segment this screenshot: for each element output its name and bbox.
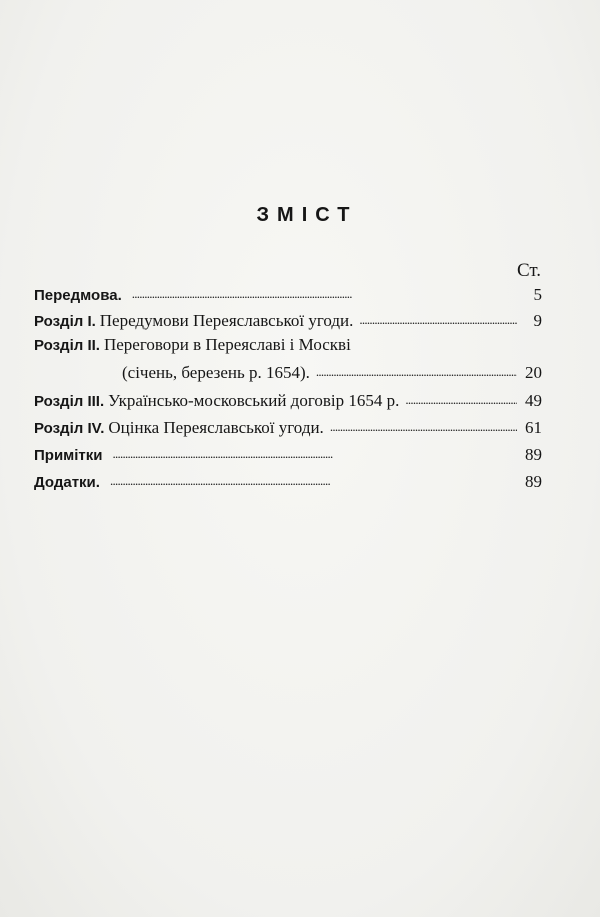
leader-dots — [405, 389, 517, 406]
leader-dots — [132, 283, 517, 300]
page-title: ЗМІСТ — [256, 204, 358, 226]
leader-dots — [330, 416, 517, 433]
table-of-contents — [34, 283, 542, 494]
toc-entry-chapter-2 — [34, 335, 542, 359]
leader-dots — [113, 443, 517, 460]
toc-entry-page: 89 — [525, 445, 542, 464]
toc-entry-label: Розділ І. — [34, 313, 96, 330]
toc-entry-page: 9 — [533, 311, 542, 330]
toc-entry-label: Розділ II. — [34, 337, 100, 354]
toc-entry-text-continued: (січень, березень р. 1654). — [122, 363, 310, 382]
toc-entry-page: 89 — [525, 472, 542, 491]
toc-entry-page: 49 — [525, 391, 542, 410]
toc-entry-label: Розділ III. — [34, 393, 105, 410]
toc-entry-page: 5 — [533, 285, 542, 304]
toc-entry-page: 61 — [525, 418, 542, 437]
leader-dots — [316, 361, 517, 378]
toc-entry-label: Додатки. — [34, 474, 100, 491]
toc-entry-appendices — [34, 470, 542, 494]
toc-entry-text: Переговори в Переяславі і Москві — [103, 335, 351, 354]
toc-entry-text: Оцінка Переяславської угоди. — [108, 418, 324, 437]
leader-dots — [110, 470, 517, 487]
toc-entry-preface — [34, 283, 542, 307]
toc-entry-page: 20 — [525, 363, 542, 382]
leader-dots — [359, 309, 517, 326]
page-column-header: Ст. — [516, 260, 541, 281]
toc-entry-label: Примітки — [34, 447, 103, 464]
toc-entry-chapter-3 — [34, 389, 542, 413]
toc-entry-label: Передмова. — [34, 287, 122, 304]
toc-entry-notes — [34, 443, 542, 467]
toc-entry-chapter-4 — [34, 416, 542, 440]
toc-entry-label: Розділ IV. — [34, 420, 105, 437]
toc-entry-text: Передумови Переяславської угоди. — [99, 311, 354, 330]
toc-entry-text: Українсько-московський договір 1654 р. — [108, 391, 400, 410]
toc-entry-chapter-2-continued — [34, 361, 542, 385]
toc-entry-chapter-1 — [34, 309, 542, 333]
